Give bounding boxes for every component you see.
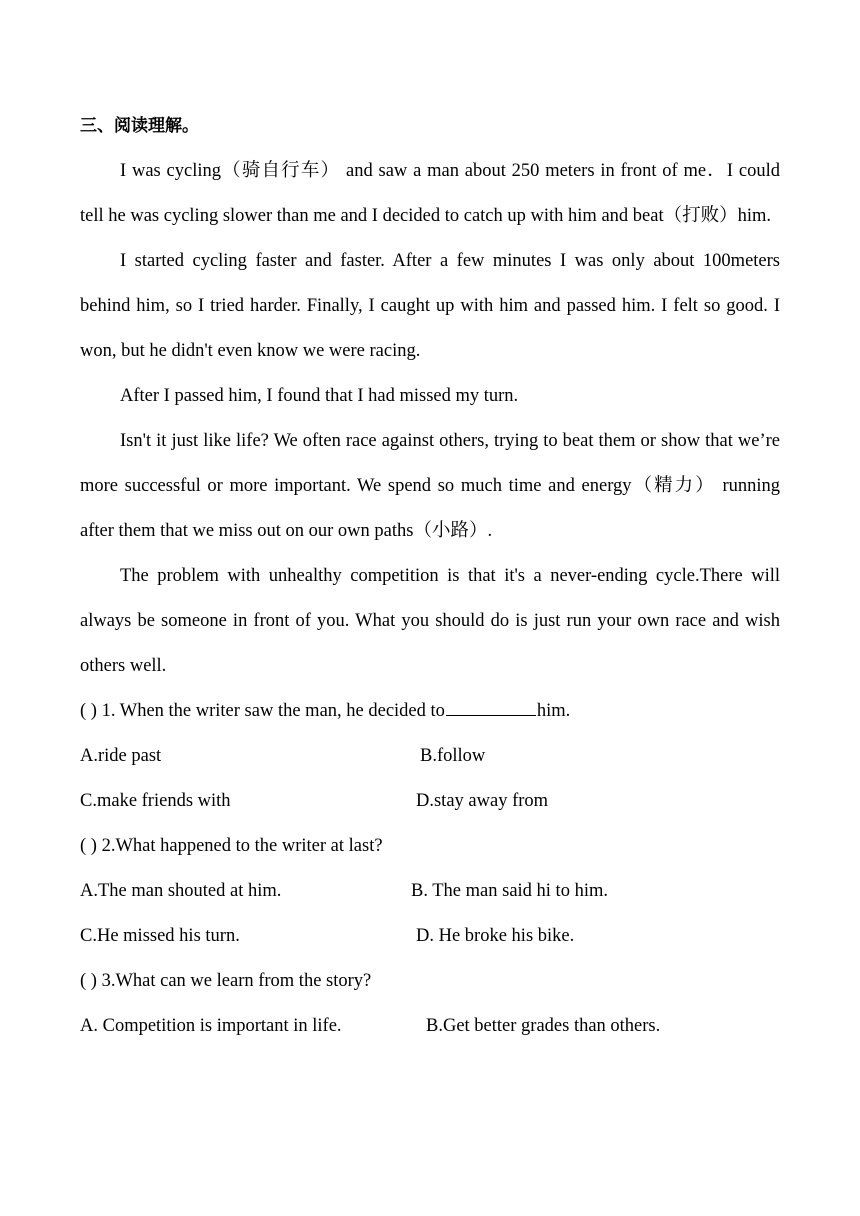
question-2: ( ) 2.What happened to the writer at last? (80, 836, 383, 856)
question-2-options-row-2 (80, 914, 780, 959)
option-a[interactable]: A.ride past (80, 746, 162, 766)
question-1-options-row-2 (80, 779, 780, 824)
question-1-options-row-1 (80, 734, 780, 779)
option-d[interactable]: D.stay away from (416, 791, 549, 811)
answer-blank[interactable] (446, 697, 536, 716)
question-1-stem-end: him. (536, 701, 571, 721)
option-b[interactable]: B.Get better grades than others. (426, 1016, 661, 1036)
option-c[interactable]: C.He missed his turn. (80, 926, 240, 946)
question-3: ( ) 3.What can we learn from the story? (80, 971, 372, 991)
question-3-options-row-1 (80, 1004, 780, 1049)
option-a[interactable]: A.The man shouted at him. (80, 881, 282, 901)
passage-paragraph-4: Isn't it just like life? We often race against others, trying to beat them or show that we’re more successful or more important. We spend so much time and energy（精力） running after them that we miss out on our own paths（小路）. (80, 431, 780, 541)
passage-paragraph-5: The problem with unhealthy competition is that it's a never-ending cycle.There will always be someone in front of you. What you should do is just run your own race and wish others well. (80, 566, 780, 676)
question-1-stem: ( ) 1. When the writer saw the man, he decided to (80, 701, 445, 721)
option-b[interactable]: B. The man said hi to him. (411, 881, 608, 901)
question-1 (80, 689, 780, 734)
question-2-options-row-1 (80, 869, 780, 914)
option-b[interactable]: B.follow (420, 746, 486, 766)
option-d[interactable]: D. He broke his bike. (416, 926, 575, 946)
passage-paragraph-1: I was cycling（骑自行车） and saw a man about 250 meters in front of me．I could tell he was cycling slower than me and I decided to catch up with him and beat（打败）him. (80, 161, 780, 226)
section-title: 三、阅读理解。 (80, 116, 199, 136)
option-c[interactable]: C.make friends with (80, 791, 231, 811)
worksheet-page (80, 104, 780, 1049)
passage-paragraph-2: I started cycling faster and faster. After a few minutes I was only about 100meters behind him, so I tried harder. Finally, I caught up with him and passed him. I felt so good. I won, but he didn't even know we were racing. (80, 251, 780, 361)
option-a[interactable]: A. Competition is important in life. (80, 1016, 342, 1036)
passage-paragraph-3: After I passed him, I found that I had missed my turn. (120, 386, 519, 406)
